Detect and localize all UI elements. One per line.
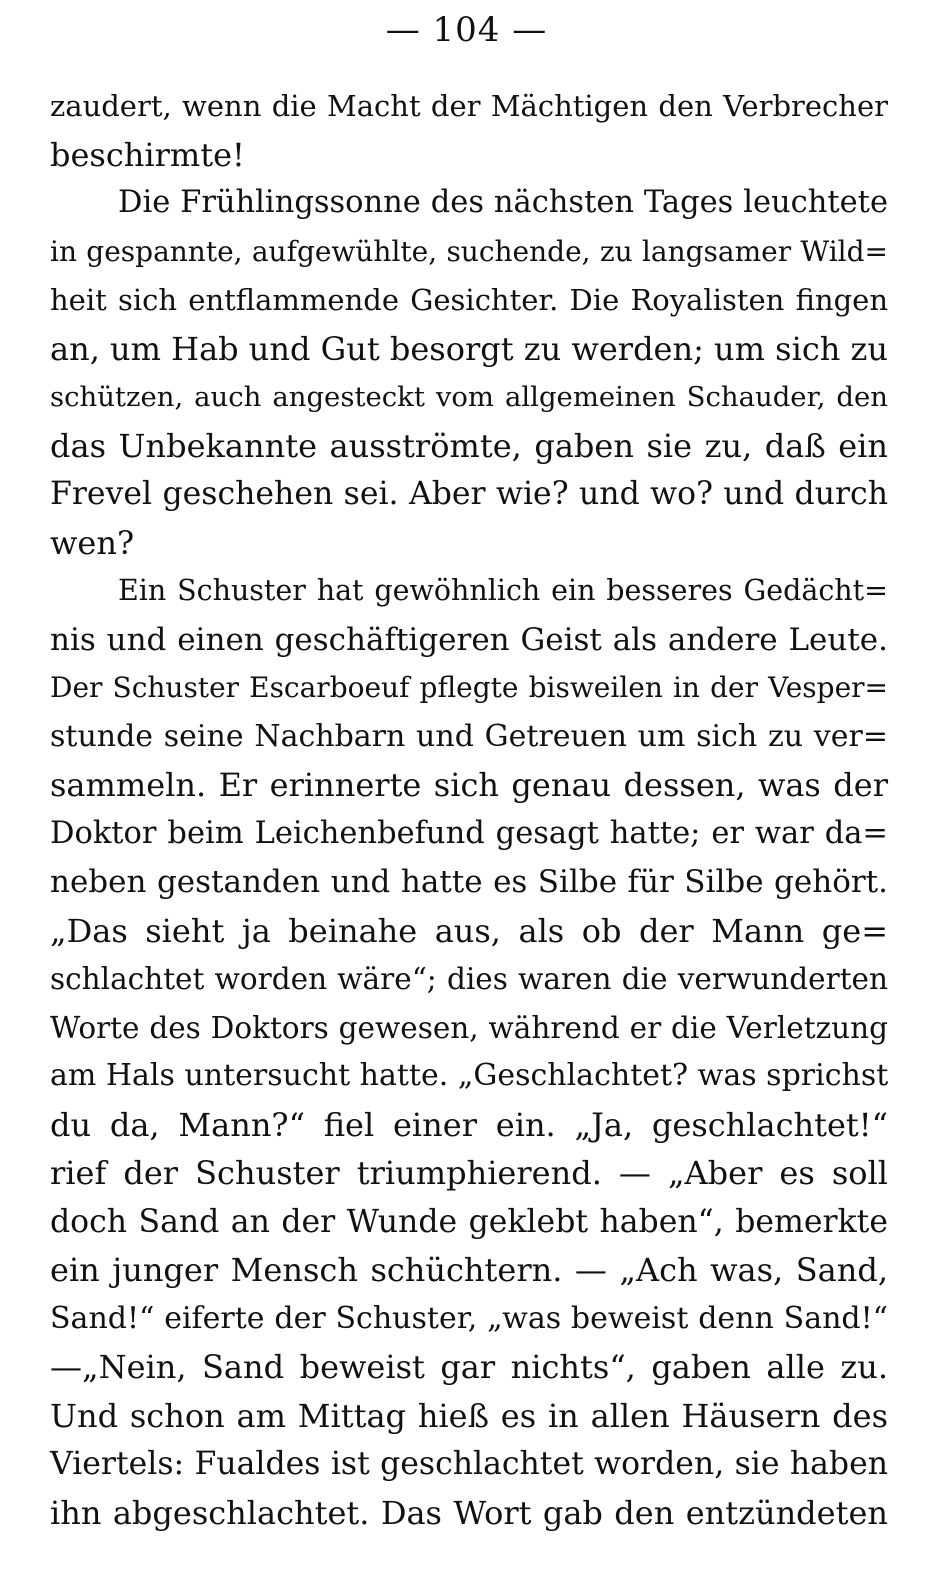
text-line: das Unbekannte ausströmte, gaben sie zu, daß ein bbox=[50, 426, 888, 465]
text-line: schützen, auch angesteckt vom allgemeinen Schauder, den bbox=[50, 381, 888, 413]
text-line: zaudert, wenn die Macht der Mächtigen den Verbrecher bbox=[50, 89, 888, 123]
text-line: doch Sand an der Wunde geklebt haben“, bemerkte bbox=[50, 1203, 888, 1240]
text-line: Doktor beim Leichenbefund gesagt hatte; er war da= bbox=[50, 815, 888, 851]
text-line: ihn abgeschlachtet. Das Wort gab den entzündeten bbox=[50, 1493, 888, 1532]
text-line: Sand!“ eiferte der Schuster, „was beweist denn Sand!“ bbox=[50, 1300, 888, 1336]
text-line: Die Frühlingssonne des nächsten Tages leuchtete bbox=[118, 185, 888, 220]
text-line: in gespannte, aufgewühlte, suchende, zu langsamer Wild= bbox=[50, 234, 888, 268]
text-line: Ein Schuster hat gewöhnlich ein besseres Gedächt= bbox=[118, 574, 888, 607]
text-line: heit sich entflammende Gesichter. Die Royalisten fingen bbox=[50, 283, 888, 317]
text-line: Der Schuster Escarboeuf pflegte bisweilen in der Vesper= bbox=[50, 671, 888, 704]
text-line: ein junger Mensch schüchtern. — „Ach was, Sand, bbox=[50, 1251, 888, 1289]
text-line: „Das sieht ja beinahe aus, als ob der Mann ge= bbox=[50, 911, 888, 950]
text-line: Viertels: Fualdes ist geschlachtet worden, sie haben bbox=[50, 1446, 888, 1482]
text-line: Und schon am Mittag hieß es in allen Häusern des bbox=[50, 1396, 888, 1435]
page-number: — 104 — bbox=[385, 10, 548, 50]
text-line: sammeln. Er erinnerte sich genau dessen, was der bbox=[50, 766, 888, 804]
text-line: am Hals untersucht hatte. „Geschlachtet? was sprichst bbox=[50, 1058, 889, 1093]
text-line: —„Nein, Sand beweist gar nichts“, gaben alle zu. bbox=[50, 1348, 888, 1386]
text-line: nis und einen geschäftigeren Geist als andere Leute. bbox=[50, 621, 888, 658]
text-line: wen? bbox=[50, 523, 135, 562]
text-line: an, um Hab und Gut besorgt zu werden; um sich zu bbox=[50, 329, 888, 368]
text-line: Frevel geschehen sei. Aber wie? und wo? und durch bbox=[50, 476, 888, 512]
text-line: schlachtet worden wäre“; dies waren die verwunderten bbox=[50, 962, 888, 996]
text-line: beschirmte! bbox=[50, 135, 245, 174]
text-line: du da, Mann?“ fiel einer ein. „Ja, geschlachtet!“ bbox=[50, 1105, 888, 1144]
body-text bbox=[50, 82, 888, 1537]
text-line: Worte des Doktors gewesen, während er die Verletzung bbox=[50, 1010, 888, 1045]
text-line: neben gestanden und hatte es Silbe für Silbe gehört. bbox=[50, 864, 888, 900]
text-line: stunde seine Nachbarn und Getreuen um sich zu ver= bbox=[50, 718, 888, 754]
text-line: rief der Schuster triumphierend. — „Aber es soll bbox=[50, 1154, 888, 1192]
